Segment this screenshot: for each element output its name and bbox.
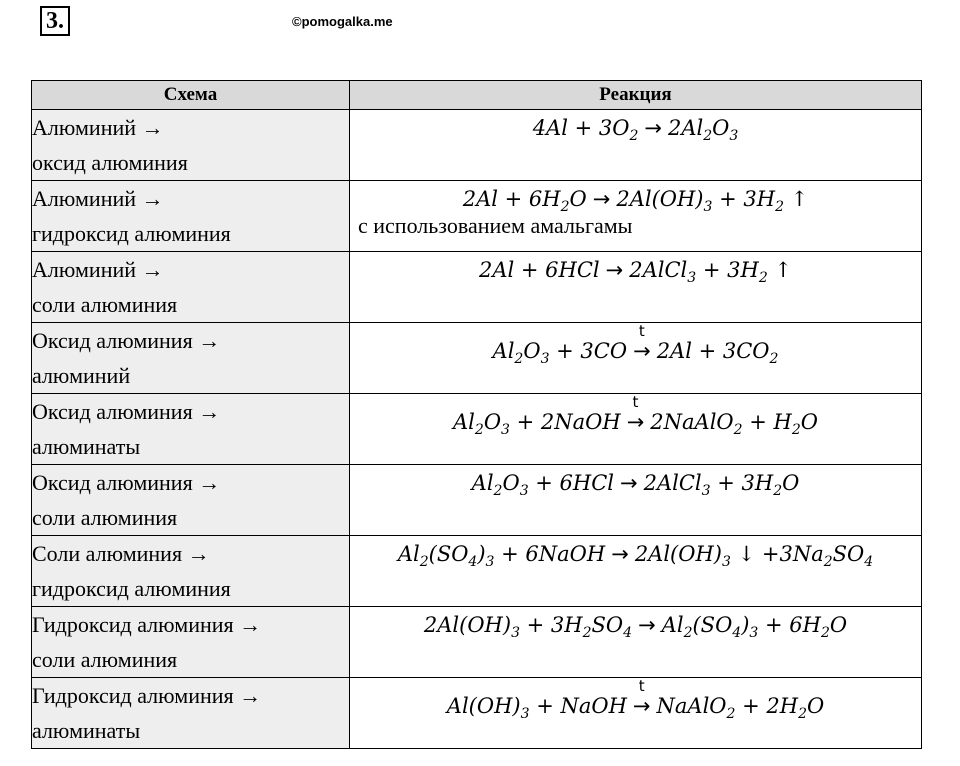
scheme-line: алюминий <box>32 363 131 388</box>
scheme-line: Оксид алюминия → <box>32 399 221 424</box>
reaction-cell <box>350 607 922 678</box>
scheme-line: Алюминий → <box>32 115 164 140</box>
scheme-line: алюминаты <box>32 718 141 743</box>
reaction-equation: $Al_2O_3$ + 2NaOH → t 2NaAlO$_2$ + $H_2O$ <box>453 393 818 438</box>
scheme-header: Схема <box>32 81 350 110</box>
reaction-equation: $2Al(OH)_3 + 3H_2SO_4 \to Al_2(SO_4)_3 + 6H_2O$ <box>423 613 848 641</box>
reaction-cell <box>350 394 922 465</box>
scheme-line: гидроксид алюминия <box>32 576 231 601</box>
scheme-cell <box>32 678 350 749</box>
scheme-cell <box>32 323 350 394</box>
table-row <box>32 607 922 678</box>
reaction-cell <box>350 465 922 536</box>
scheme-line: Алюминий → <box>32 257 164 282</box>
table-row <box>32 465 922 536</box>
scheme-line: гидроксид алюминия <box>32 221 231 246</box>
table-row <box>32 252 922 323</box>
watermark: ©pomogalka.me <box>292 14 393 29</box>
scheme-line: Гидроксид алюминия → <box>32 683 262 708</box>
scheme-cell <box>32 110 350 181</box>
reaction-equation: $2Al + 6H_2O \to 2Al(OH)_3 + 3H_2$ ↑ <box>462 187 809 215</box>
reaction-equation: $Al_2(SO_4)_3$ + 6NaOH → $2Al(OH)_3$ ↓ $+3Na_2SO_4$ <box>397 542 874 570</box>
reactions-table <box>31 80 922 749</box>
scheme-line: Алюминий → <box>32 186 164 211</box>
table-row <box>32 181 922 252</box>
table-header-row <box>32 81 922 110</box>
scheme-line: оксид алюминия <box>32 150 188 175</box>
reaction-cell <box>350 252 922 323</box>
scheme-cell <box>32 394 350 465</box>
task-number: 3. <box>40 6 70 36</box>
scheme-cell <box>32 181 350 252</box>
reaction-cell <box>350 536 922 607</box>
scheme-line: соли алюминия <box>32 292 178 317</box>
reaction-cell <box>350 181 922 252</box>
scheme-cell <box>32 252 350 323</box>
scheme-line: Гидроксид алюминия → <box>32 612 262 637</box>
scheme-cell <box>32 536 350 607</box>
reaction-equation: $4Al + 3O_2 \to 2Al_2O_3$ <box>532 116 739 144</box>
reaction-note: с использованием амальгамы <box>358 213 633 238</box>
reaction-equation: 2Al + 6HCl → 2AlCl$_3$ + $3H_2$ ↑ <box>478 258 793 286</box>
table-row <box>32 394 922 465</box>
scheme-line: Оксид алюминия → <box>32 328 221 353</box>
reaction-equation: $Al(OH)_3$ + NaOH → t NaAlO$_2$ + $2H_2O$ <box>446 677 825 722</box>
table-row <box>32 110 922 181</box>
scheme-line: Соли алюминия → <box>32 541 210 566</box>
scheme-line: Оксид алюминия → <box>32 470 221 495</box>
reaction-cell <box>350 110 922 181</box>
condition-label: t <box>638 322 645 340</box>
reaction-equation: $Al_2O_3 + 6HCl$ → 2AlCl$_3$ + $3H_2O$ <box>471 471 800 499</box>
scheme-line: соли алюминия <box>32 505 178 530</box>
reaction-header: Реакция <box>350 81 922 110</box>
condition-label: t <box>638 677 645 695</box>
reaction-cell <box>350 323 922 394</box>
scheme-cell <box>32 607 350 678</box>
table-row <box>32 323 922 394</box>
scheme-line: соли алюминия <box>32 647 178 672</box>
condition-label: t <box>632 393 639 411</box>
table-row <box>32 678 922 749</box>
table-row <box>32 536 922 607</box>
reaction-equation: $Al_2O_3 + 3CO$ → t $2Al + 3CO_2$ <box>492 322 779 367</box>
scheme-line: алюминаты <box>32 434 141 459</box>
scheme-cell <box>32 465 350 536</box>
reaction-cell <box>350 678 922 749</box>
